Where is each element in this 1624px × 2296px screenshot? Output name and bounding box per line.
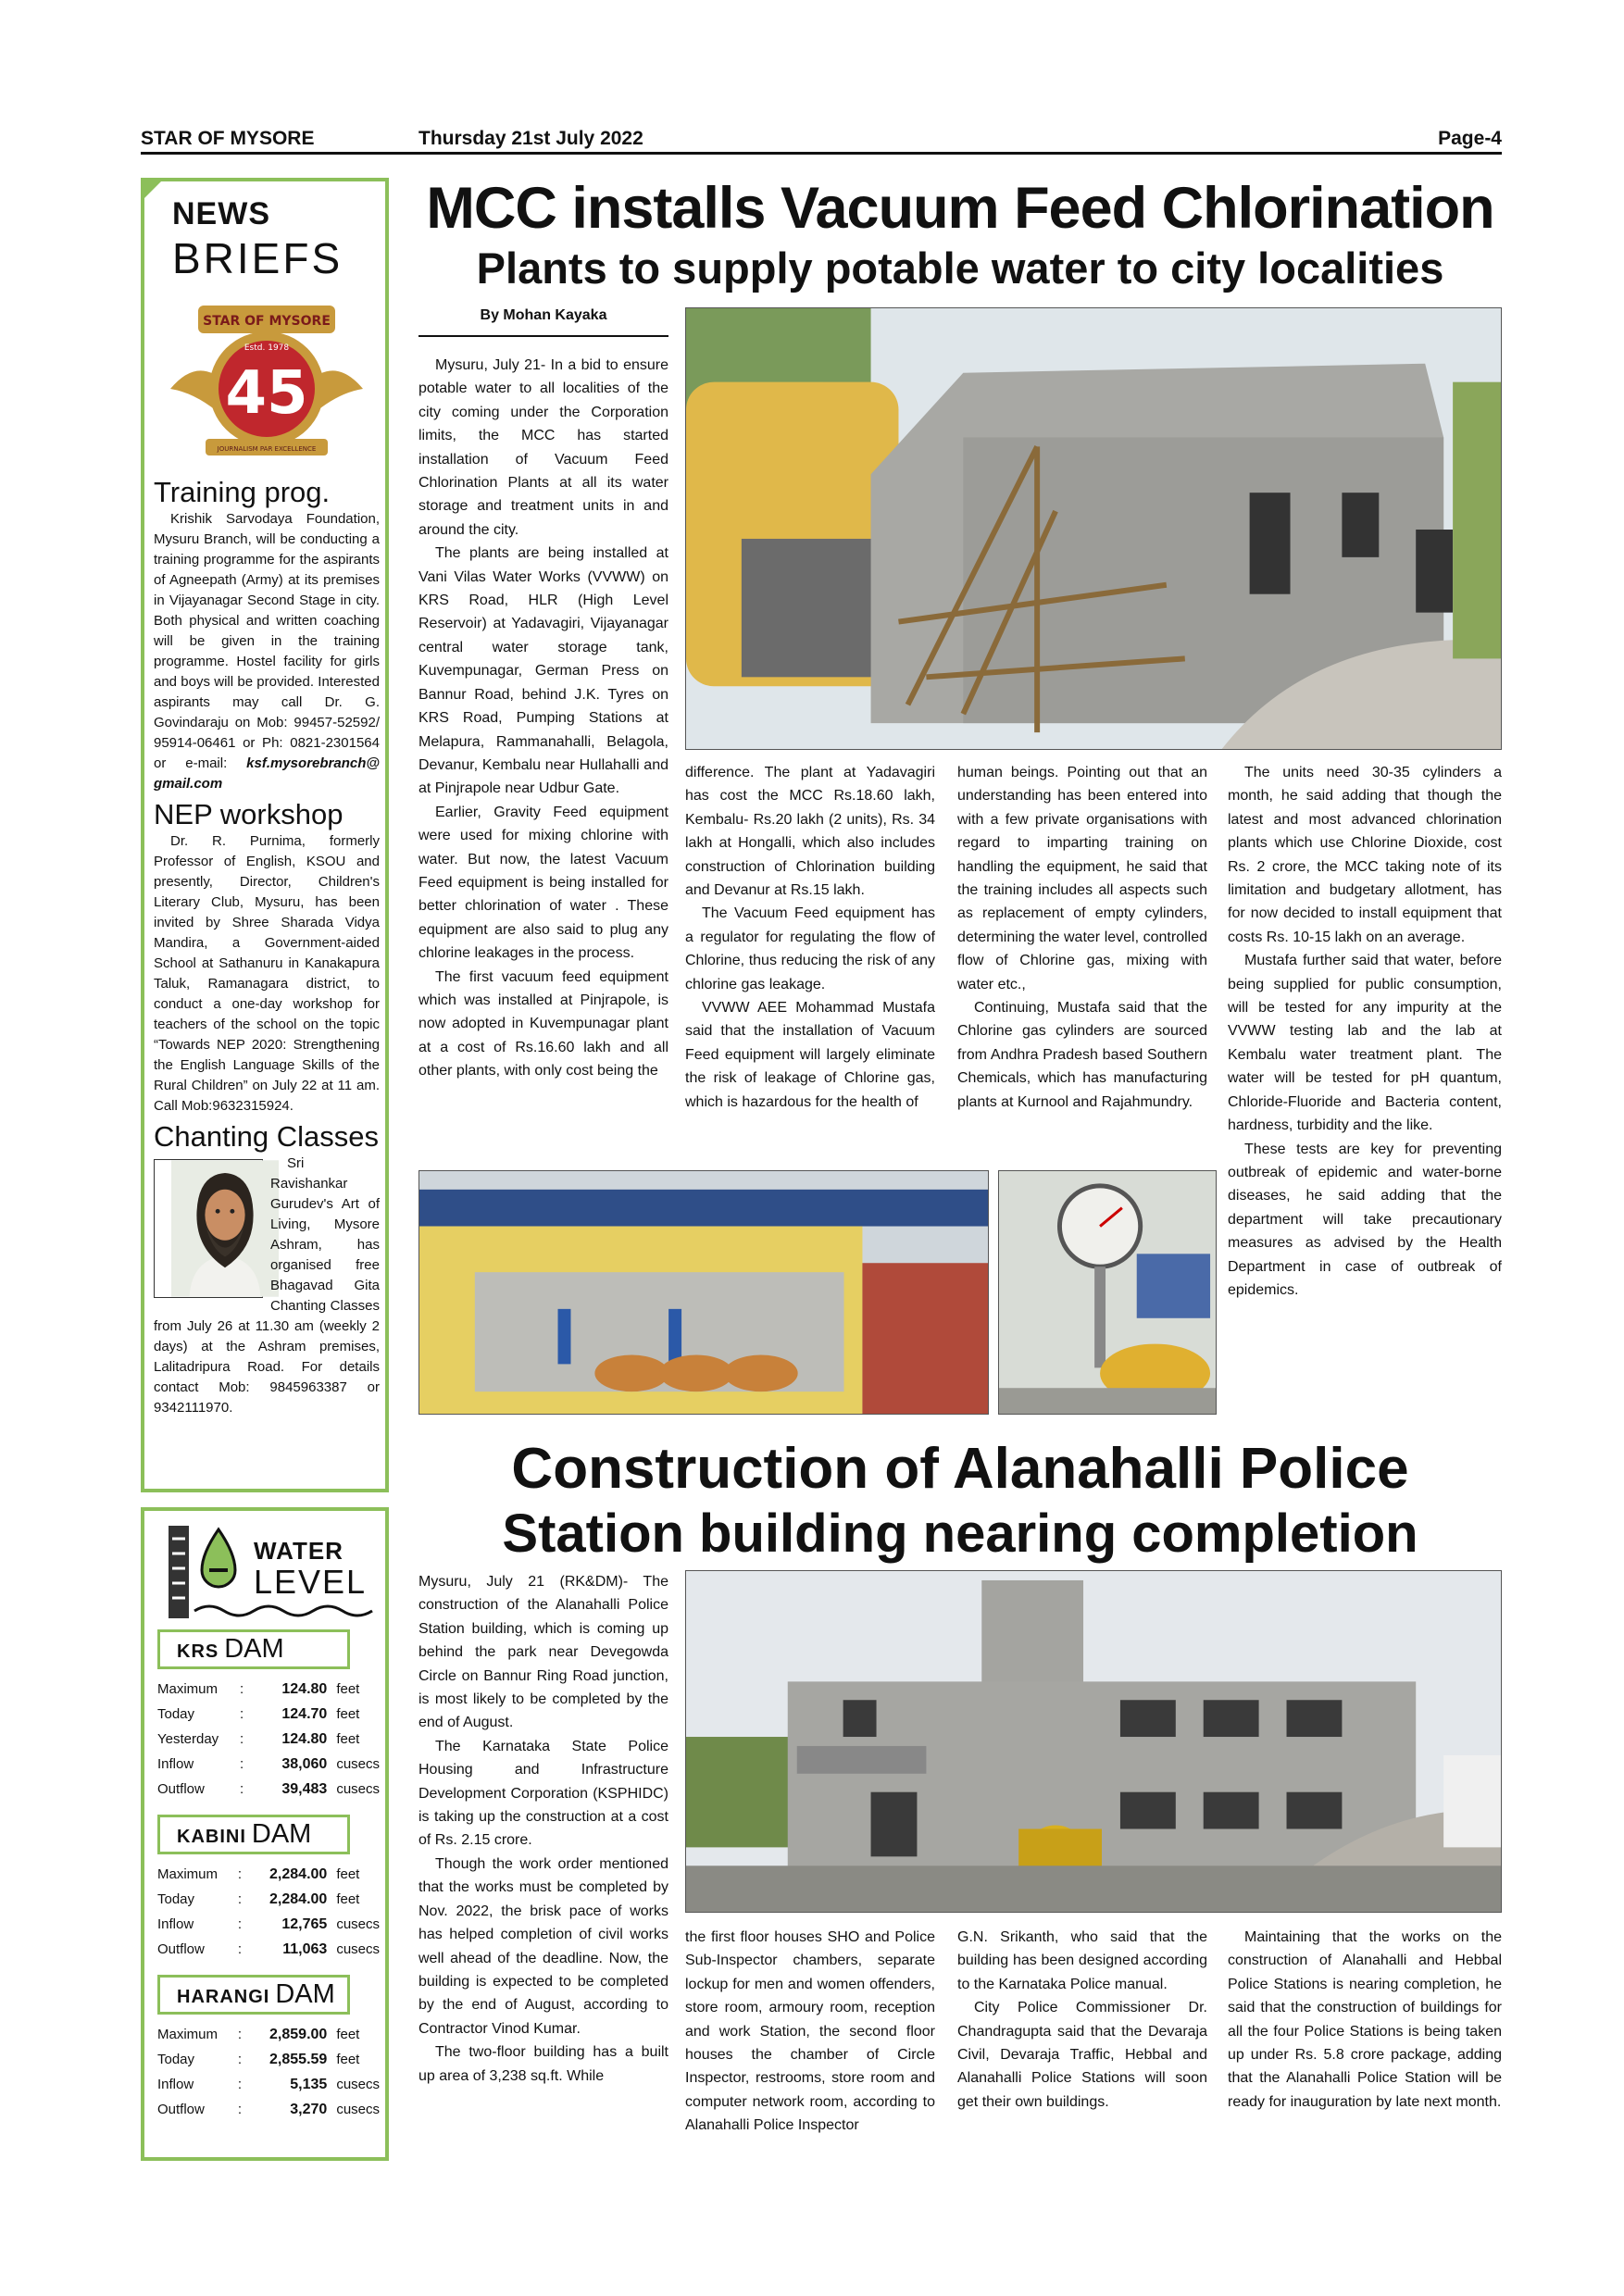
row-value: 2,284.00 — [269, 1866, 328, 1882]
table-row: Maximum : 2,859.00 feet — [157, 2022, 380, 2047]
row-unit: cusecs — [336, 1781, 380, 1797]
brief-body — [154, 1154, 380, 1418]
row-unit: feet — [336, 1706, 360, 1722]
row-label: Outflow — [157, 1941, 205, 1957]
dam-table-kabini — [157, 1862, 380, 1962]
paragraph: The Vacuum Feed equipment has a regulator for regulating the flow of Chlorine, thus reducing the risk of any chlorine gas leakage. — [685, 905, 935, 992]
dam-title-harangi — [157, 1975, 350, 2015]
paragraph: human beings. Pointing out that an understanding has been entered into with a few private organisations with regard to imparting training on handling the equipment, he said that the training includes all aspects such as replacement of empty cylinders, determining the water level, controlled flow of Chlorine gas, mixing with water etc., — [957, 765, 1207, 992]
brief-heading: Chanting Classes — [154, 1120, 379, 1153]
brief-heading: NEP workshop — [154, 798, 344, 830]
anniversary-logo — [161, 300, 372, 463]
paragraph: The plants are being installed at Vani Vilas Water Works (VVWW) on KRS Road, HLR (High Level Reservoir) at Yadavagiri, Vijayanagar central water storage tank, Kuvempunagar, German Press on Bannur Road, behind J.K. Tyres on KRS Road, Pumping Stations at Melapura, Rammanahalli, Belagola, Devanur, Kembalu near Hullahalli and at Pinjrapole near Udbur Gate. — [418, 545, 668, 797]
article2-col2 — [685, 1926, 935, 2138]
row-value: 12,765 — [281, 1916, 328, 1932]
table-row: Maximum : 2,284.00 feet — [157, 1862, 380, 1887]
paragraph: The units need 30-35 cylinders a month, he said adding that though the latest and most advanced chlorination plants which use Chlorine Dioxide, cost Rs. 2 crore, the MCC taking note of its limitation and budgetary allotment, has for now decided to install equipment that costs Rs. 10-15 lakh on an average. — [1228, 765, 1502, 945]
row-value: 2,859.00 — [269, 2027, 328, 2042]
paragraph: City Police Commissioner Dr. Chandragupta said that the Devaraja Civil, Devaraja Traffic, Hebbal and Alanahalli Police Stations will soon get their own buildings. — [957, 2000, 1207, 2110]
article2-col3 — [957, 1926, 1207, 2114]
paragraph: the first floor houses SHO and Police Sub-Inspector chambers, separate lockup for men and women offenders, store room, armoury room, reception and work Station, the second floor houses the chamber of Circle Inspector, restrooms, store room and computer network room, according to Alanahalli Police Inspector — [685, 1929, 935, 2134]
article1-col4 — [1228, 761, 1502, 1302]
dam-title-krs — [157, 1629, 350, 1669]
box-corner — [141, 178, 165, 202]
paragraph: VVWW AEE Mohammad Mustafa said that the installation of Vacuum Feed equipment will largely eliminate the risk of leakage of Chlorine gas, which is hazardous for the health of — [685, 1000, 935, 1110]
row-unit: feet — [336, 2027, 360, 2042]
row-value: 124.70 — [281, 1706, 328, 1722]
dam-name: KRS — [177, 1641, 219, 1662]
paragraph: Though the work order mentioned that the works must be completed by Nov. 2022, the brisk pace of works has helped completion of civil works well ahead of the deadline. Now, the building is expected to be completed by the end of August, according to Contractor Vinod Kumar. — [418, 1855, 668, 2037]
photo-pressure-gauge — [998, 1170, 1217, 1415]
dam-title-kabini — [157, 1815, 350, 1854]
table-row: Outflow : 3,270 cusecs — [157, 2097, 380, 2122]
row-label: Maximum — [157, 1866, 219, 1882]
row-label: Outflow — [157, 2102, 205, 2117]
water-level-graphic — [161, 1522, 374, 1626]
svg-text:JOURNALISM PAR EXCELLENCE: JOURNALISM PAR EXCELLENCE — [217, 445, 317, 453]
paragraph: Mustafa further said that water, before being supplied for public consumption, will be tested for any impurity at the VVWW testing lab and the lab at Kembalu water treatment plant. The water will be tested for pH quantum, Chloride-Fluoride and Bacteria content, hardness, turbidity and the like. — [1228, 953, 1502, 1134]
paragraph: Continuing, Mustafa said that the Chlorine gas cylinders are sourced from Andhra Pradesh based Southern Chemicals, which has manufacturing plants at Kurnool and Rajahmundry. — [957, 1000, 1207, 1110]
row-unit: cusecs — [336, 1916, 380, 1932]
row-value: 124.80 — [281, 1681, 328, 1697]
row-unit: cusecs — [336, 1941, 380, 1957]
paragraph: Earlier, Gravity Feed equipment were used for mixing chlorine with water. But now, the latest Vacuum Feed equipment is being installed for better chlorination of water . These equipment are also said to plug any chlorine leakages in the process. — [418, 804, 668, 962]
table-row: Inflow : 5,135 cusecs — [157, 2072, 380, 2097]
dam-suffix: DAM — [224, 1634, 284, 1664]
row-label: Yesterday — [157, 1731, 219, 1747]
dam-table-harangi — [157, 2022, 380, 2122]
table-row: Today : 2,855.59 feet — [157, 2047, 380, 2072]
paragraph: difference. The plant at Yadavagiri has cost the MCC Rs.18.60 lakh, Kembalu- Rs.20 lakh (2 units), Rs. 34 lakh at Hongalli, which also includes construction of Chlorination building and Devanur at Rs.15 lakh. — [685, 765, 935, 899]
row-unit: cusecs — [336, 2102, 380, 2117]
row-unit: feet — [336, 1866, 360, 1882]
row-value: 11,063 — [282, 1941, 328, 1957]
dam-suffix: DAM — [251, 1819, 312, 1849]
article1-col1 — [418, 354, 668, 1083]
brief-body: Dr. R. Purnima, formerly Professor of English, KSOU and presently, Director, Children's Literary Club, Mysuru, has been invited by Shree Sharada Vidya Mandira, a Government-aided School at Sathanuru in Kanakapura Taluk, Ramanagara district, to conduct a one-day workshop for teachers of the school on the topic “Towards NEP 2020: Strengthening the English Language Skills of the Rural Children” on July 22 at 11 am. Call Mob:9632315924. — [154, 833, 380, 1114]
dam-suffix: DAM — [275, 1979, 335, 2009]
row-label: Outflow — [157, 1781, 205, 1797]
article1-headline: MCC installs Vacuum Feed Chlorination — [426, 176, 1494, 241]
svg-text:45: 45 — [225, 359, 308, 428]
row-label: Today — [157, 1706, 195, 1722]
table-row: Today : 2,284.00 feet — [157, 1887, 380, 1912]
row-label: Today — [157, 2052, 195, 2067]
briefs-list — [154, 472, 380, 1418]
article1-byline: By Mohan Kayaka — [418, 307, 668, 337]
photo-chlorine-cylinders — [418, 1170, 989, 1415]
row-label: Inflow — [157, 1916, 194, 1932]
svg-text:Estd. 1978: Estd. 1978 — [244, 343, 290, 353]
row-unit: feet — [336, 1731, 360, 1747]
brief-body-text: Krishik Sarvodaya Foundation, Mysuru Branch, will be conducting a training programme for the aspirants of Agneepath (Army) at its premises in Vijayanagar Second Stage in city. Both physical and written coaching will be given in the training programme. Hostel facility for girls and boys will be provided. Interested aspirants may call Dr. G. Govindaraju on Mob: 99457-52592/ 95914-06461 or Ph: 0821-2301564 or e-mail: — [154, 511, 380, 771]
table-row: Yesterday : 124.80 feet — [157, 1727, 380, 1752]
paragraph: Mysuru, July 21 (RK&DM)- The construction of the Alanahalli Police Station building, which is coming up behind the park near Devegowda Circle on Bannur Ring Road junction, is most likely to be completed by the end of August. — [418, 1574, 668, 1731]
paragraph: G.N. Srikanth, who said that the building has been designed according to the Karnataka Police manual. — [957, 1929, 1207, 1992]
row-unit: feet — [336, 1681, 360, 1697]
dam-list — [157, 1629, 380, 2122]
row-label: Maximum — [157, 1681, 219, 1697]
paragraph: Maintaining that the works on the construction of Alanahalli and Hebbal Police Stations is nearing completion, he said that the construction of buildings for all the four Police Stations is being taken up under Rs. 5.8 crore package, adding that the Alanahalli Police Station will be ready for inauguration by late next month. — [1228, 1929, 1502, 2110]
paragraph: The Karnataka State Police Housing and Infrastructure Development Corporation (KSPHIDC) is taking up the construction at a cost of Rs. 2.15 crore. — [418, 1738, 668, 1849]
news-label: NEWS — [172, 196, 270, 231]
news-briefs-box — [141, 178, 389, 1492]
photo-chlorination-building — [685, 307, 1502, 750]
issue-date: Thursday 21st July 2022 — [418, 128, 643, 149]
row-label: Today — [157, 1891, 195, 1907]
table-row: Inflow : 12,765 cusecs — [157, 1912, 380, 1937]
row-value: 2,855.59 — [269, 2052, 328, 2067]
row-unit: feet — [336, 1891, 360, 1907]
briefs-label: BRIEFS — [172, 234, 344, 282]
table-row: Inflow : 38,060 cusecs — [157, 1752, 380, 1777]
row-value: 5,135 — [290, 2077, 328, 2092]
water-label: WATER — [254, 1537, 344, 1565]
brief-body — [154, 509, 380, 794]
water-level-box — [141, 1507, 389, 2161]
table-row: Outflow : 11,063 cusecs — [157, 1937, 380, 1962]
table-row: Outflow : 39,483 cusecs — [157, 1777, 380, 1802]
paragraph: These tests are key for preventing outbreak of epidemic and water-borne diseases, he said adding that the department will take precautionary measures as advised by the Health Department in case of outbreak of epidemics. — [1228, 1141, 1502, 1298]
photo-police-station — [685, 1570, 1502, 1913]
article2-headline: Construction of Alanahalli Police — [511, 1437, 1409, 1501]
article2-subhead: Station building nearing completion — [502, 1504, 1418, 1564]
article1-col3 — [957, 761, 1207, 1114]
table-row: Maximum : 124.80 feet — [157, 1677, 380, 1702]
gurudev-portrait — [154, 1159, 263, 1298]
row-value: 3,270 — [290, 2102, 328, 2117]
brief-chanting — [154, 1120, 380, 1418]
article1-subhead: Plants to supply potable water to city localities — [476, 243, 1444, 293]
row-label: Maximum — [157, 2027, 219, 2042]
dam-name: HARANGI — [177, 1987, 270, 2007]
paragraph: The first vacuum feed equipment which was installed at Pinjrapole, is now adopted in Kuvempunagar plant at a cost of Rs.16.60 lakh and all other plants, with only cost being the — [418, 968, 668, 1079]
table-row: Today : 124.70 feet — [157, 1702, 380, 1727]
row-unit: cusecs — [336, 2077, 380, 2092]
dam-table-krs — [157, 1677, 380, 1802]
brief-training — [154, 476, 380, 794]
brief-email: ksf.mysorebranch@ gmail.com — [154, 755, 381, 792]
level-label: LEVEL — [254, 1563, 368, 1601]
brief-nep — [154, 798, 380, 1117]
row-value: 2,284.00 — [269, 1891, 328, 1907]
row-label: Inflow — [157, 1756, 194, 1772]
svg-text:STAR OF MYSORE: STAR OF MYSORE — [203, 314, 331, 329]
brief-body-text: Sri Ravishankar Gurudev's Art of Living, Mysore Ashram, has organised free Bhagavad Gita Chanting Classes from July 26 at 11.30 am (weekly 2 days) at the Ashram premises, Lalitadripura Road. For details contact Mob: 9845963387 or 9342111970. — [154, 1155, 380, 1416]
row-unit: feet — [336, 2052, 360, 2067]
page-number: Page-4 — [1438, 128, 1502, 149]
row-unit: cusecs — [336, 1756, 380, 1772]
row-label: Inflow — [157, 2077, 194, 2092]
paragraph: The two-floor building has a built up area of 3,238 sq.ft. While — [418, 2044, 668, 2084]
paragraph: Mysuru, July 21- In a bid to ensure potable water to all localities of the city coming under the Corporation limits, the MCC has started installation of Vacuum Feed Chlorination Plants at all its water storage and treatment units in and around the city. — [418, 357, 668, 538]
header-rule — [141, 152, 1502, 155]
article1-col2 — [685, 761, 935, 1114]
dam-name: KABINI — [177, 1827, 246, 1847]
row-value: 39,483 — [281, 1781, 328, 1797]
row-value: 38,060 — [281, 1756, 328, 1772]
article2-col1 — [418, 1570, 668, 2088]
article2-col4 — [1228, 1926, 1502, 2114]
brief-heading: Training prog. — [154, 476, 331, 508]
paper-name: STAR OF MYSORE — [141, 128, 315, 149]
row-value: 124.80 — [281, 1731, 328, 1747]
